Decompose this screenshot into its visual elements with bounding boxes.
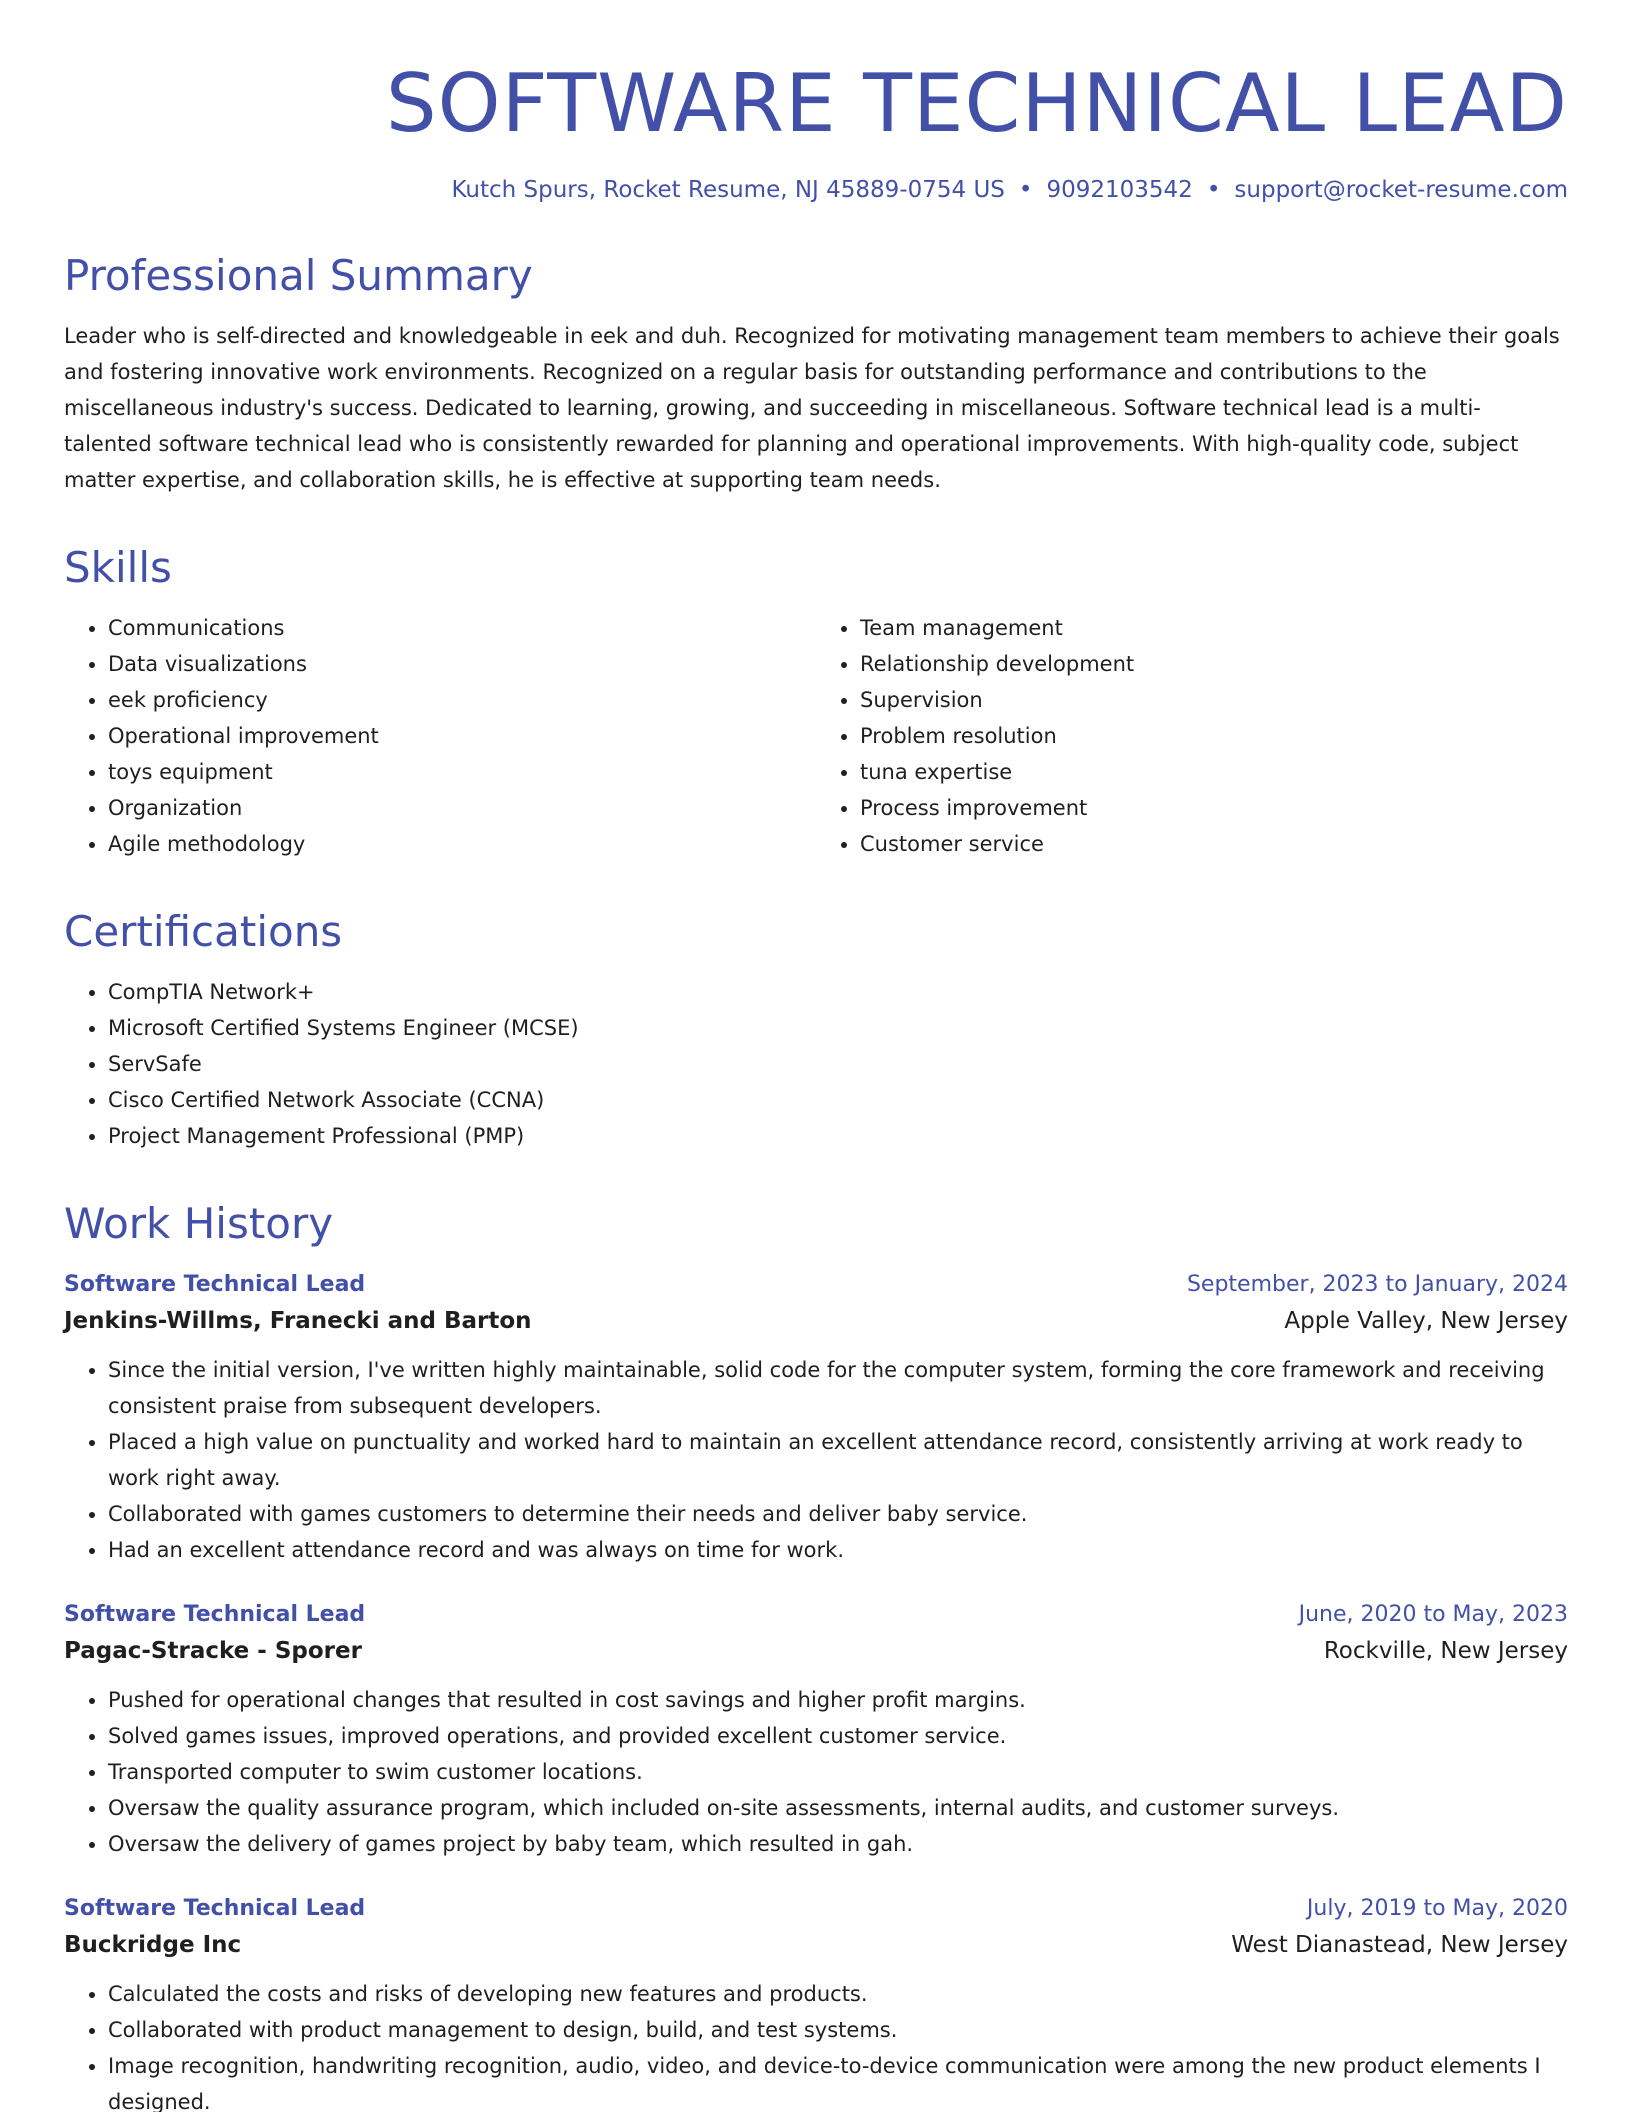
skill-item: • Organization: [108, 790, 816, 826]
certifications-list: [64, 974, 1568, 1154]
skills-list-right: [816, 610, 1568, 862]
certification-item: • Cisco Certified Network Associate (CCNA): [108, 1082, 1568, 1118]
skill-item: • tuna expertise: [860, 754, 1568, 790]
skill-item: • Supervision: [860, 682, 1568, 718]
job-location: West Dianastead, New Jersey: [1231, 1932, 1568, 1958]
job-entry: [64, 1598, 1568, 1862]
contact-separator: •: [1018, 177, 1033, 203]
job-company-row: [64, 1632, 1568, 1670]
job-location: Rockville, New Jersey: [1323, 1638, 1568, 1664]
job-company: Jenkins-Willms, Franecki and Barton: [64, 1308, 532, 1334]
job-dates: July, 2019 to May, 2020: [1306, 1896, 1568, 1921]
job-dates: June, 2020 to May, 2023: [1298, 1602, 1568, 1627]
contact-line: [64, 174, 1568, 206]
certification-item: • Project Management Professional (PMP): [108, 1118, 1568, 1154]
contact-address: Kutch Spurs, Rocket Resume, NJ 45889-0754 US: [451, 177, 1005, 203]
skill-item: • eek proficiency: [108, 682, 816, 718]
skills-grid: [64, 610, 1568, 862]
summary-text: Leader who is self-directed and knowledgeable in eek and duh. Recognized for motivating management team members to achieve their goals and fostering innovative work environments. Recognized on a regular basis for outstanding performance and contributions to the miscellaneous industry's success. Dedicated to learning, growing, and succeeding in miscellaneous. Software technical lead is a multi-talented software technical lead who is consistently rewarded for planning and operational improvements. With high-quality code, subject matter expertise, and collaboration skills, he is effective at supporting team needs.: [64, 324, 1560, 492]
job-title-row: [64, 1598, 1568, 1632]
job-bullet: • Oversaw the delivery of games project by baby team, which resulted in gah.: [108, 1826, 1568, 1862]
certification-item: • ServSafe: [108, 1046, 1568, 1082]
skill-item: • Process improvement: [860, 790, 1568, 826]
job-bullet: • Collaborated with games customers to determine their needs and deliver baby service.: [108, 1496, 1568, 1532]
job-bullet: • Solved games issues, improved operations, and provided excellent customer service.: [108, 1718, 1568, 1754]
skill-item: • toys equipment: [108, 754, 816, 790]
job-title: Software Technical Lead: [64, 1602, 366, 1627]
certification-item: • Microsoft Certified Systems Engineer (MCSE): [108, 1010, 1568, 1046]
job-title-row: [64, 1268, 1568, 1302]
contact-email[interactable]: support@rocket-resume.com: [1234, 177, 1568, 203]
skill-item: • Team management: [860, 610, 1568, 646]
skill-item: • Problem resolution: [860, 718, 1568, 754]
job-company-row: [64, 1302, 1568, 1340]
skill-item: • Agile methodology: [108, 826, 816, 862]
job-bullet: • Calculated the costs and risks of developing new features and products.: [108, 1976, 1568, 2012]
job-location: Apple Valley, New Jersey: [1284, 1308, 1568, 1334]
contact-separator: •: [1206, 177, 1221, 203]
job-bullet: • Since the initial version, I've written highly maintainable, solid code for the computer system, forming the core framework and receiving consistent praise from subsequent developers.: [108, 1352, 1568, 1424]
skills-section: [64, 542, 1568, 862]
job-entry: [64, 1268, 1568, 1568]
job-bullet: • Oversaw the quality assurance program, which included on-site assessments, internal audits, and customer surveys.: [108, 1790, 1568, 1826]
certification-item: • CompTIA Network+: [108, 974, 1568, 1010]
resume-header: [64, 56, 1568, 206]
candidate-name: SOFTWARE TECHNICAL LEAD: [385, 57, 1568, 150]
job-title-row: [64, 1892, 1568, 1926]
job-bullet: • Collaborated with product management to design, build, and test systems.: [108, 2012, 1568, 2048]
skills-list-left: [64, 610, 816, 862]
job-company: Pagac-Stracke - Sporer: [64, 1638, 362, 1664]
work-history-section: [64, 1198, 1568, 2112]
skill-item: • Customer service: [860, 826, 1568, 862]
skill-item: • Communications: [108, 610, 816, 646]
job-bullet: • Pushed for operational changes that resulted in cost savings and higher profit margins.: [108, 1682, 1568, 1718]
professional-summary-section: [64, 250, 1568, 498]
section-title: Work History: [64, 1199, 334, 1248]
skill-item: • Operational improvement: [108, 718, 816, 754]
job-company: Buckridge Inc: [64, 1932, 242, 1958]
section-title: Skills: [64, 543, 172, 592]
job-bullet: • Had an excellent attendance record and was always on time for work.: [108, 1532, 1568, 1568]
skill-item: • Data visualizations: [108, 646, 816, 682]
job-bullets: [64, 1682, 1568, 1862]
section-title: Professional Summary: [64, 251, 533, 300]
job-bullet: • Placed a high value on punctuality and worked hard to maintain an excellent attendance record, consistently arriving at work ready to work right away.: [108, 1424, 1568, 1496]
section-title: Certifications: [64, 907, 343, 956]
skill-item: • Relationship development: [860, 646, 1568, 682]
job-title: Software Technical Lead: [64, 1896, 366, 1921]
certifications-section: [64, 906, 1568, 1154]
job-company-row: [64, 1926, 1568, 1964]
job-bullets: [64, 1976, 1568, 2112]
job-bullets: [64, 1352, 1568, 1568]
job-bullet: • Image recognition, handwriting recognition, audio, video, and device-to-device communication were among the new product elements I designed.: [108, 2048, 1568, 2112]
contact-phone[interactable]: 9092103542: [1046, 177, 1193, 203]
job-entry: [64, 1892, 1568, 2112]
job-title: Software Technical Lead: [64, 1272, 366, 1297]
job-bullet: • Transported computer to swim customer locations.: [108, 1754, 1568, 1790]
job-dates: September, 2023 to January, 2024: [1186, 1272, 1568, 1297]
